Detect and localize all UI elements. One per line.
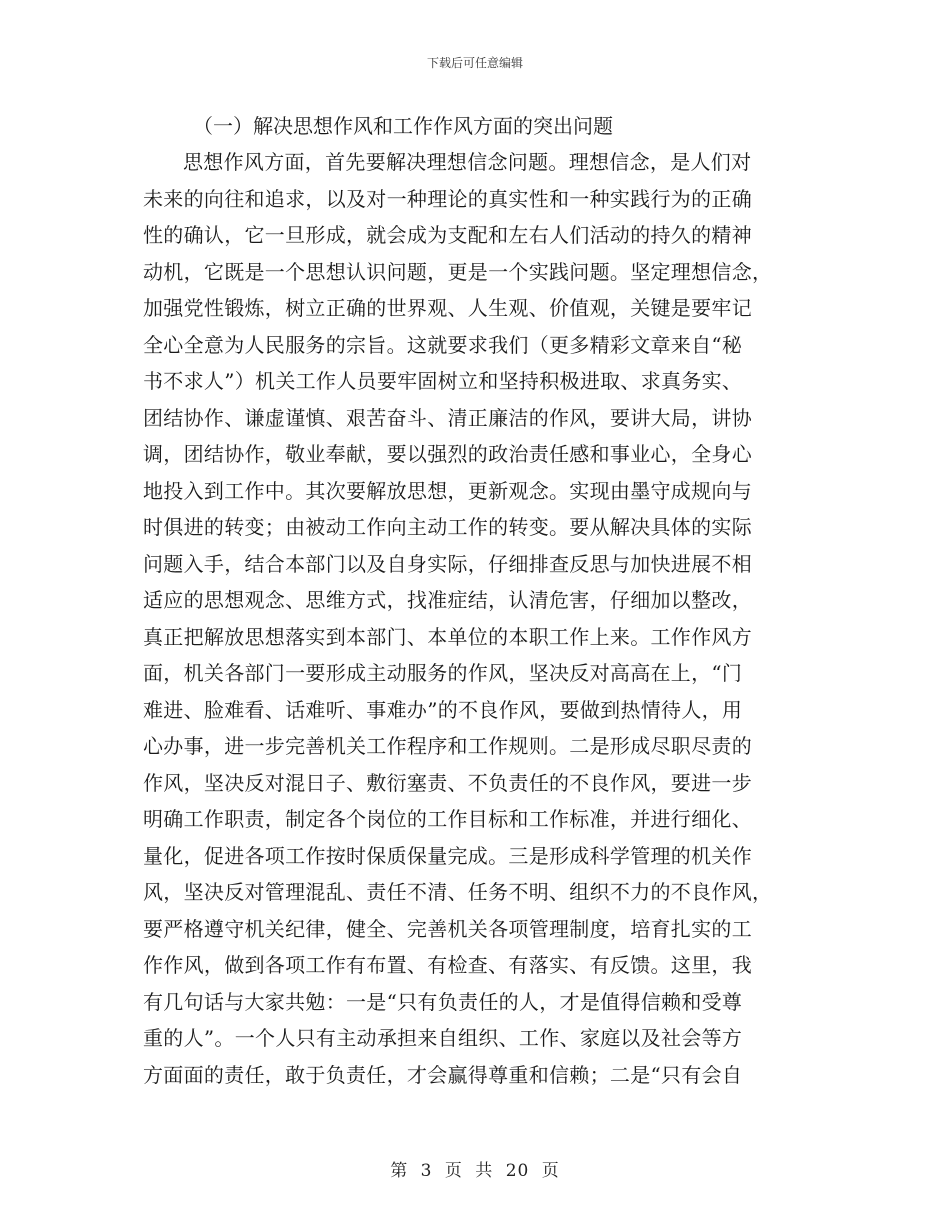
- paragraph-line: 真正把解放思想落实到本部门、本单位的本职工作上来。工作作风方: [143, 624, 752, 649]
- paragraph-line: 思想作风方面，首先要解决理想信念问题。理想信念，是人们对: [183, 150, 752, 174]
- total-pages-number: 20: [505, 1161, 530, 1181]
- paragraph-line: 性的确认，它一旦形成，就会成为支配和左右人们活动的持久的精神: [143, 223, 752, 247]
- paragraph-line: 作风，坚决反对混日子、敷衍塞责、不负责任的不良作风，要进一步: [143, 770, 752, 795]
- paragraph-line: 调，团结协作，敬业奉献，要以强烈的政治责任感和事业心，全身心: [143, 442, 752, 466]
- footer-total-word: 共: [475, 1161, 494, 1181]
- current-page-number: 3: [420, 1161, 433, 1181]
- paragraph-line: 问题入手，结合本部门以及自身实际，仔细排查反思与加快进展不相: [143, 551, 752, 576]
- paragraph-line: 书不求人”）机关工作人员要牢固树立和坚持积极进取、求真务实、: [143, 369, 743, 393]
- paragraph-line: 团结协作、谦虚谨慎、艰苦奋斗、清正廉洁的作风，要讲大局，讲协: [143, 405, 752, 430]
- paragraph-line: 明确工作职责，制定各个岗位的工作目标和工作标准，并进行细化、: [143, 807, 752, 831]
- paragraph-line: 作作风，做到各项工作有布置、有检查、有落实、有反馈。这里，我: [143, 953, 752, 977]
- paragraph-line: 方面面的责任，敢于负责任，才会赢得尊重和信赖；二是“只有会自: [143, 1062, 743, 1087]
- section-heading: （一）解决思想作风和工作作风方面的突出问题: [193, 114, 613, 138]
- paragraph-line: 难进、脸难看、话难听、事难办”的不良作风，要做到热情待人，用: [143, 697, 743, 722]
- paragraph-line: 动机，它既是一个思想认识问题，更是一个实践问题。坚定理想信念，: [143, 259, 773, 284]
- footer-page-word: 页: [444, 1161, 463, 1181]
- header-note: 下载后可任意编辑: [426, 56, 523, 70]
- paragraph-line: 面，机关各部门一要形成主动服务的作风，坚决反对高高在上，“门: [143, 661, 743, 685]
- footer-prefix: 第: [390, 1161, 409, 1181]
- paragraph-line: 有几句话与大家共勉：一是“只有负责任的人，才是值得信赖和受尊: [143, 989, 743, 1014]
- body-text: [143, 108, 811, 1093]
- paragraph-line: 量化，促进各项工作按时保质保量完成。三是形成科学管理的机关作: [143, 843, 752, 868]
- paragraph-line: 全心全意为人民服务的宗旨。这就要求我们（更多精彩文章来自“秘: [143, 332, 743, 357]
- paragraph-line: 地投入到工作中。其次要解放思想，更新观念。实现由墨守成规向与: [143, 478, 752, 503]
- page-footer: [0, 1156, 950, 1181]
- paragraph-line: 时俱进的转变；由被动工作向主动工作的转变。要从解决具体的实际: [143, 515, 752, 539]
- paragraph-line: 要严格遵守机关纪律，健全、完善机关各项管理制度，培育扎实的工: [143, 916, 752, 941]
- paragraph-line: 加强党性锻炼，树立正确的世界观、人生观、价值观，关键是要牢记: [143, 296, 752, 320]
- paragraph-line: 未来的向往和追求，以及对一种理论的真实性和一种实践行为的正确: [143, 186, 752, 211]
- paragraph-line: 适应的思想观念、思维方式，找准症结，认清危害，仔细加以整改，: [143, 588, 752, 612]
- footer-suffix: 页: [541, 1161, 560, 1181]
- paragraph-line: 心办事，进一步完善机关工作程序和工作规则。二是形成尽职尽责的: [143, 734, 752, 758]
- paragraph-line: 风，坚决反对管理混乱、责任不清、任务不明、组织不力的不良作风，: [143, 880, 773, 904]
- paragraph-line: 重的人”。一个人只有主动承担来自组织、工作、家庭以及社会等方: [143, 1026, 743, 1050]
